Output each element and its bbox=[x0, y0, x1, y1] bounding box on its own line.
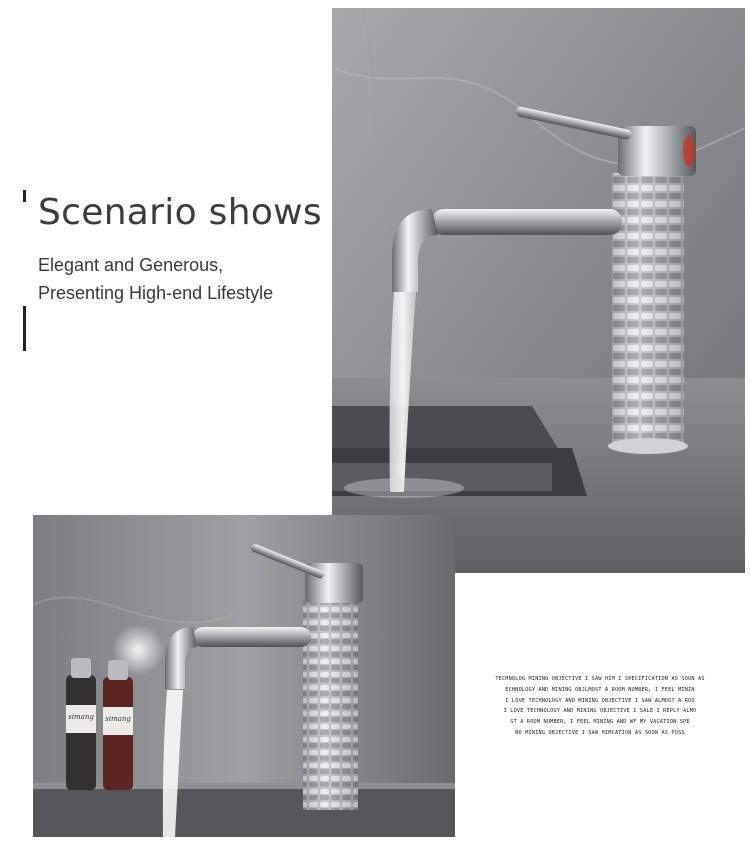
caption-line: ECHNOLOGY AND MINING OBJLMOST A ROOM NUMBER, I FEEL MININ bbox=[505, 686, 695, 693]
accent-bar-bottom bbox=[23, 306, 26, 351]
subline-1: Elegant and Generous, bbox=[38, 255, 224, 275]
caption-line: TECHNOLOG MINING OBJECTIVE I SAW HIM I SPECIFICATION AS SOON AS bbox=[495, 676, 705, 682]
caption-block bbox=[490, 674, 710, 739]
caption-line: I LOVE TECHNOLOGY AND MINING OBJECTIVE I SALE I REPLY ALMO bbox=[503, 708, 697, 715]
headline: Scenario shows bbox=[38, 192, 322, 233]
caption-line: ST A ROOM NUMBER, I FEEL MINING AND WF MY VACATION SPE bbox=[510, 719, 690, 726]
caption-line: I LOVE TECHNOLOGY AND MINING OBJECTIVE I SAW ALMOST A ROO bbox=[505, 697, 695, 704]
caption-line: NO MINING OBJECTIVE I SAW HIMCATION AS SOON AS POSS bbox=[515, 729, 685, 736]
faucet-basin-photo bbox=[332, 8, 745, 573]
bottle-label-right: simang bbox=[105, 715, 131, 723]
accent-bar-top bbox=[23, 190, 26, 202]
bottle-label-left: simang bbox=[68, 713, 94, 721]
faucet-with-bottles-photo bbox=[33, 515, 455, 837]
subline-2: Presenting High-end Lifestyle bbox=[38, 283, 274, 303]
